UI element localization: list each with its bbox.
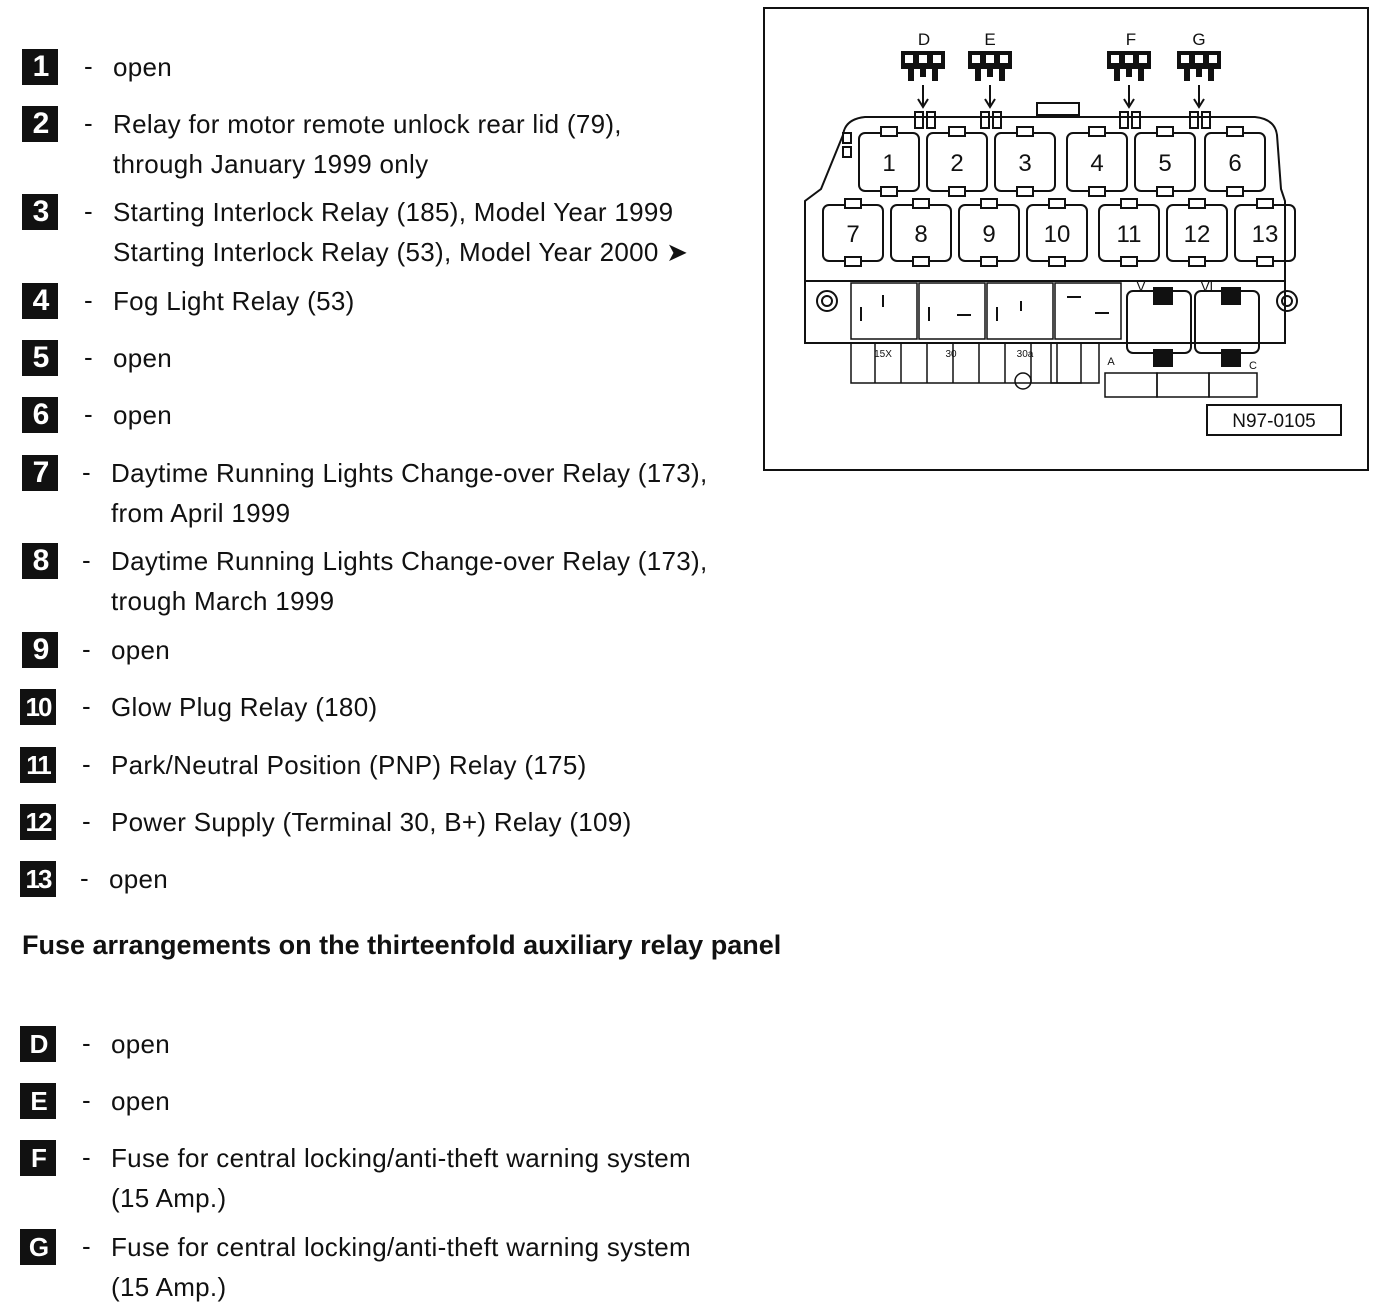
connector-label-a: A [1107, 356, 1115, 368]
dash: - [84, 51, 93, 81]
dash: - [84, 399, 93, 429]
relay-badge: 2 [22, 106, 58, 142]
dash: - [82, 1085, 91, 1115]
relay-text: Starting Interlock Relay (185), Model Year 1999 [113, 197, 674, 227]
relay-slot-12 [1167, 199, 1227, 266]
relay-slot-3 [995, 127, 1055, 196]
section-heading: Fuse arrangements on the thirteenfold auxiliary relay panel [22, 930, 782, 960]
relay-text: Glow Plug Relay (180) [111, 692, 378, 722]
relay-text: Daytime Running Lights Change-over Relay (173), [111, 458, 708, 488]
relay-slot-label: 10 [1043, 221, 1071, 248]
relay-badge: 13 [20, 861, 56, 897]
relay-slot-label: 9 [982, 221, 996, 248]
fuse-text: Fuse for central locking/anti-theft warning system [111, 1232, 692, 1262]
relay-slot-9 [959, 199, 1019, 266]
fuse-text: (15 Amp.) [111, 1272, 227, 1302]
connector-label-15x: 15X [874, 349, 892, 360]
dash: - [84, 108, 93, 138]
dash: - [84, 196, 93, 226]
dash: - [82, 634, 91, 664]
relay-text: open [113, 400, 173, 430]
fuse-text: open [111, 1086, 171, 1116]
fuse-e-label: E [984, 30, 996, 49]
figure-code [1207, 405, 1341, 435]
relay-badge: 12 [20, 804, 56, 840]
relay-slot-label: 5 [1158, 150, 1172, 177]
relay-slot-7 [823, 199, 883, 266]
relay-slot-10 [1027, 199, 1087, 266]
relay-slot-11 [1099, 199, 1159, 266]
relay-badge: 4 [22, 283, 58, 319]
relay-badge: 6 [22, 397, 58, 433]
dash: - [82, 1028, 91, 1058]
fuse-text: Fuse for central locking/anti-theft warning system [111, 1143, 692, 1173]
relay-badge: 11 [20, 747, 56, 783]
connector-label-c: C [1249, 360, 1257, 372]
relay-panel-diagram [765, 9, 1367, 469]
relay-badge: 8 [22, 543, 58, 579]
connector-label-30: 30 [945, 349, 957, 360]
relay-text: Starting Interlock Relay (53), Model Year 2000 ➤ [113, 237, 689, 267]
fuse-d [901, 30, 945, 107]
relay-slot-label: 11 [1116, 221, 1142, 248]
relay-slot-6 [1205, 127, 1265, 196]
relay-slot-label: 6 [1228, 150, 1242, 177]
relay-text: Daytime Running Lights Change-over Relay (173), [111, 546, 708, 576]
fuse-f [1107, 30, 1151, 107]
dash: - [84, 342, 93, 372]
connector-label-30a: 30a [1016, 349, 1034, 360]
fuse-text: open [111, 1029, 171, 1059]
relay-text: Park/Neutral Position (PNP) Relay (175) [111, 750, 587, 780]
fuse-g-label: G [1192, 30, 1206, 49]
relay-badge: 5 [22, 340, 58, 376]
panel-outline [805, 117, 1285, 281]
relay-badge: 7 [22, 455, 58, 491]
relay-slot-label: 3 [1018, 150, 1032, 177]
relay-text: open [109, 864, 169, 894]
fuse-badge: G [20, 1229, 56, 1265]
fuse-badge: F [20, 1140, 56, 1176]
relay-slot-label: 2 [950, 150, 964, 177]
relay-text: through January 1999 only [113, 149, 429, 179]
relay-text: Power Supply (Terminal 30, B+) Relay (109) [111, 807, 632, 837]
relay-text: open [113, 52, 173, 82]
relay-text: open [113, 343, 173, 373]
connector-label-v: V [1136, 279, 1146, 294]
relay-slot-label: 1 [882, 150, 896, 177]
relay-slot-label: 12 [1183, 221, 1211, 248]
relay-text: open [111, 635, 171, 665]
relay-slot-5 [1135, 127, 1195, 196]
connector-label-vi: VI [1200, 279, 1214, 294]
relay-text: Fog Light Relay (53) [113, 286, 355, 316]
dash: - [80, 863, 89, 893]
dash: - [82, 545, 91, 575]
relay-text: trough March 1999 [111, 586, 335, 616]
relay-slot-label: 8 [914, 221, 928, 248]
fuse-badge: E [20, 1083, 56, 1119]
relay-badge: 3 [22, 194, 58, 230]
relay-badge: 1 [22, 49, 58, 85]
dash: - [82, 806, 91, 836]
relay-slot-label: 4 [1090, 150, 1104, 177]
fuse-d-label: D [917, 30, 931, 49]
dash: - [82, 457, 91, 487]
dash: - [82, 1231, 91, 1261]
relay-text: from April 1999 [111, 498, 291, 528]
fuse-g [1177, 30, 1221, 107]
relay-badge: 10 [20, 689, 56, 725]
dash: - [82, 1142, 91, 1172]
fuse-e [968, 30, 1012, 107]
dash: - [84, 285, 93, 315]
dash: - [82, 691, 91, 721]
dash: - [82, 749, 91, 779]
figure-code-label: N97-0105 [1232, 411, 1316, 432]
fuse-f-label: F [1125, 30, 1137, 49]
fuse-badge: D [20, 1026, 56, 1062]
relay-panel-figure [763, 7, 1369, 471]
relay-slot-1 [859, 127, 919, 196]
relay-slot-8 [891, 199, 951, 266]
relay-slot-label: 7 [846, 221, 860, 248]
relay-slot-label: 13 [1251, 221, 1279, 248]
fuse-text: (15 Amp.) [111, 1183, 227, 1213]
relay-slot-2 [927, 127, 987, 196]
relay-text: Relay for motor remote unlock rear lid (79), [113, 109, 622, 139]
relay-slot-4 [1067, 127, 1127, 196]
relay-badge: 9 [22, 632, 58, 668]
